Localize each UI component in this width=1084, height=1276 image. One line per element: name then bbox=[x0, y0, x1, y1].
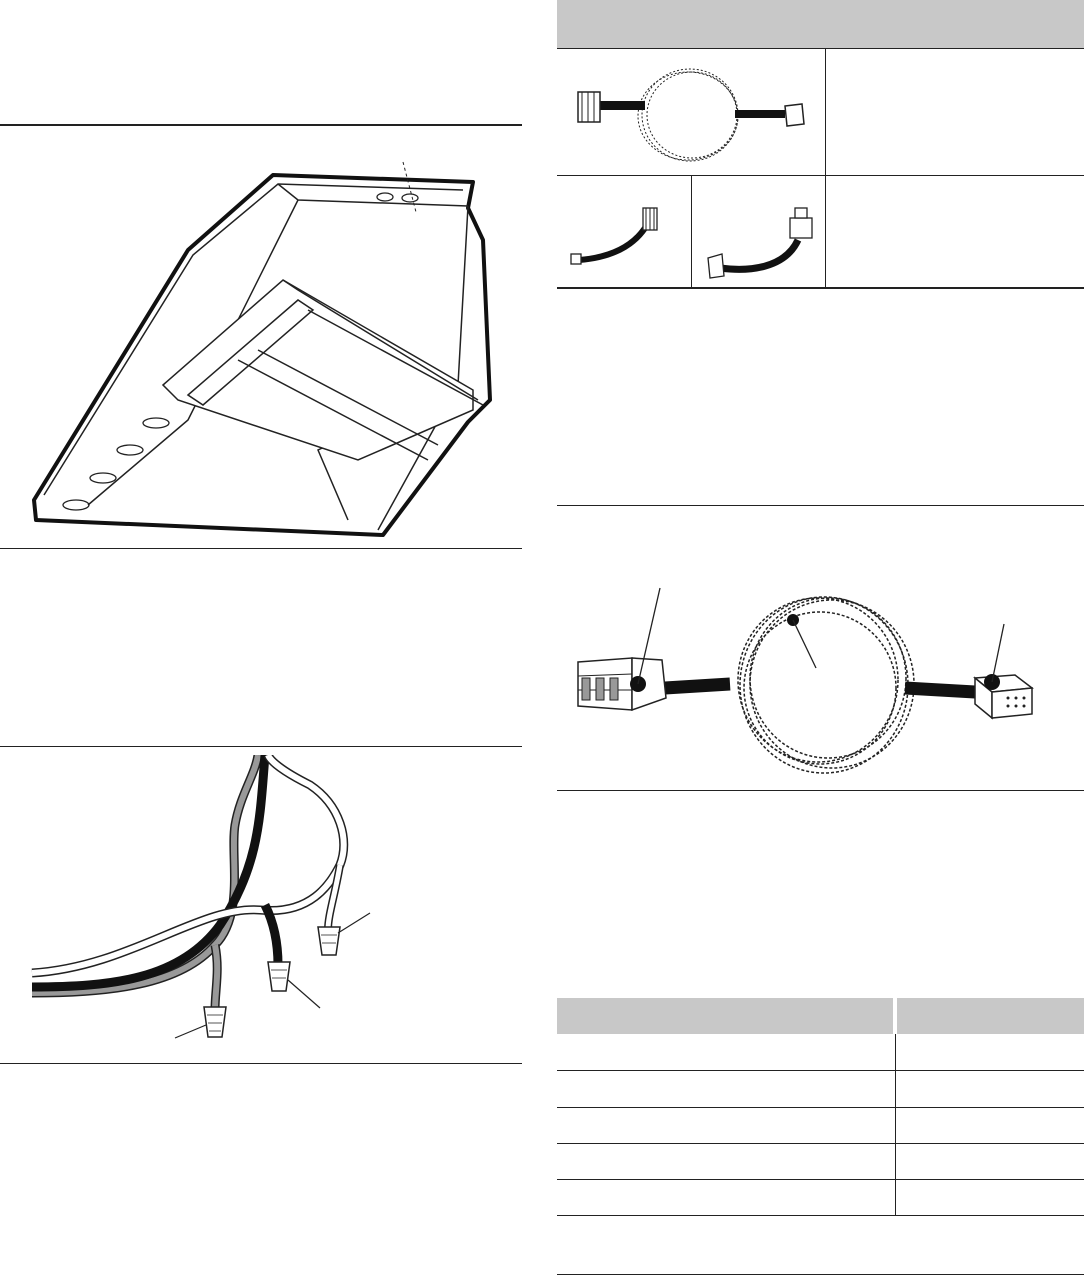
spec-table-rule-2 bbox=[557, 1107, 1084, 1108]
parts-table-rule-2 bbox=[557, 175, 1084, 176]
spec-table-rule-1 bbox=[557, 1070, 1084, 1071]
parts-table-rule-1 bbox=[557, 48, 1084, 49]
parts-table-divider-1 bbox=[825, 48, 826, 287]
spec-table-rule-3 bbox=[557, 1143, 1084, 1144]
parts-table-header bbox=[557, 0, 1084, 48]
right-rule-3 bbox=[557, 1274, 1084, 1275]
extension-cable-thumbnail bbox=[570, 60, 810, 170]
left-rule-3 bbox=[0, 746, 522, 747]
short-cable-a-thumbnail bbox=[565, 190, 685, 275]
cable-assembly-illustration bbox=[570, 580, 1040, 780]
spec-table-rule-4 bbox=[557, 1179, 1084, 1180]
left-rule-4 bbox=[0, 1063, 522, 1064]
parts-table-divider-2 bbox=[691, 175, 692, 287]
left-rule-2 bbox=[0, 548, 522, 549]
parts-table-rule-3 bbox=[557, 287, 1084, 289]
right-rule-1 bbox=[557, 505, 1084, 506]
spec-table-rule-5 bbox=[557, 1215, 1084, 1216]
house-wires-illustration bbox=[30, 755, 390, 1045]
short-cable-b-thumbnail bbox=[700, 190, 820, 285]
spec-table-divider bbox=[895, 1034, 896, 1215]
right-rule-2 bbox=[557, 790, 1084, 791]
spec-table-header-row bbox=[557, 998, 1084, 1034]
spec-table-header-gap bbox=[893, 998, 897, 1034]
canopy-liner-illustration bbox=[28, 160, 498, 540]
left-rule-1 bbox=[0, 124, 522, 126]
